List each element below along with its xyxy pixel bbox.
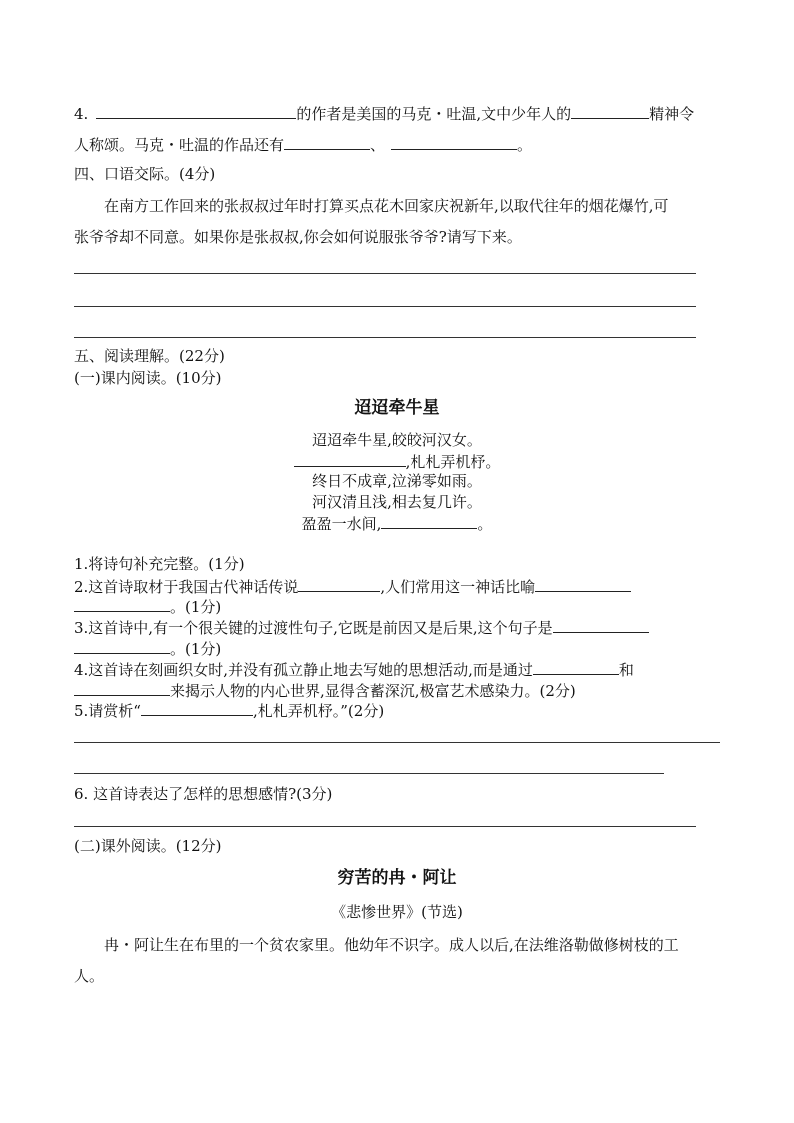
answer-blank[interactable]	[141, 700, 253, 716]
poem-line	[0, 451, 794, 472]
question-text: 。	[517, 136, 533, 154]
answer-line[interactable]	[74, 742, 720, 743]
answer-blank[interactable]	[74, 638, 170, 654]
answer-blank[interactable]	[74, 680, 170, 696]
question-text: ,人们常用这一神话比喻	[380, 578, 536, 596]
answer-blank[interactable]	[391, 134, 517, 150]
answer-blank[interactable]	[533, 659, 619, 675]
subsection-heading: (一)课内阅读。(10分)	[74, 369, 222, 387]
question-4-line2	[74, 134, 532, 155]
paragraph: 在南方工作回来的张叔叔过年时打算买点花木回家庆祝新年,以取代往年的烟花爆竹,可	[104, 197, 669, 215]
question-4b-line1	[74, 659, 634, 680]
question-text: 来揭示人物的内心世界,显得含蓄深沉,极富艺术感染力。(2分)	[170, 682, 576, 700]
answer-blank[interactable]	[381, 513, 477, 529]
question-1: 1.将诗句补充完整。(1分)	[74, 555, 245, 573]
answer-line[interactable]	[74, 273, 696, 274]
poem-text: 盈盈一水间,	[301, 515, 382, 533]
answer-blank[interactable]	[294, 451, 406, 467]
question-text: 。(1分)	[170, 598, 222, 616]
paragraph: 冉・阿让生在布里的一个贫农家里。他幼年不识字。成人以后,在法维洛勒做修树枝的工	[104, 936, 679, 954]
question-3-line2	[74, 638, 221, 659]
answer-line[interactable]	[74, 306, 696, 307]
question-4b-line2	[74, 680, 576, 701]
answer-line[interactable]	[74, 773, 664, 774]
question-5	[74, 700, 384, 721]
answer-blank[interactable]	[284, 134, 370, 150]
question-3-line1	[74, 617, 649, 638]
answer-blank[interactable]	[298, 576, 380, 592]
poem-line: 终日不成章,泣涕零如雨。	[312, 472, 482, 490]
section-heading: 四、口语交际。(4分)	[74, 165, 216, 183]
poem-line: 河汉清且浅,相去复几许。	[312, 493, 482, 511]
answer-blank[interactable]	[553, 617, 649, 633]
answer-blank[interactable]	[535, 576, 631, 592]
poem-title: 迢迢牵牛星	[354, 398, 440, 418]
question-text: 。(1分)	[170, 640, 222, 658]
question-2-line1	[74, 576, 631, 597]
poem-text: ,札札弄机杼。	[405, 453, 501, 471]
paragraph: 张爷爷却不同意。如果你是张叔叔,你会如何说服张爷爷?请写下来。	[74, 228, 522, 246]
separator: 、	[370, 136, 386, 154]
question-text: 精神令	[649, 105, 695, 123]
subsection-heading: (二)课外阅读。(12分)	[74, 837, 222, 855]
answer-line[interactable]	[74, 337, 696, 338]
poem-line: 迢迢牵牛星,皎皎河汉女。	[312, 431, 482, 449]
story-source: 《悲惨世界》(节选)	[331, 903, 463, 921]
question-text: 2.这首诗取材于我国古代神话传说	[74, 578, 299, 596]
question-4-line1	[74, 103, 694, 124]
question-number: 4.	[74, 105, 89, 123]
poem-text: 。	[477, 515, 493, 533]
answer-line[interactable]	[74, 826, 696, 827]
paragraph: 人。	[74, 967, 105, 985]
question-text: 人称颂。马克・吐温的作品还有	[74, 136, 285, 154]
poem-line	[0, 513, 794, 534]
question-text: 的作者是美国的马克・吐温,文中少年人的	[296, 105, 572, 123]
question-text: 5.请赏析“	[74, 702, 141, 720]
answer-blank[interactable]	[96, 103, 296, 119]
section-heading: 五、阅读理解。(22分)	[74, 347, 225, 365]
question-2-line2	[74, 596, 221, 617]
question-6: 6. 这首诗表达了怎样的思想感情?(3分)	[74, 785, 333, 803]
question-text: 3.这首诗中,有一个很关键的过渡性句子,它既是前因又是后果,这个句子是	[74, 619, 553, 637]
question-text: 和	[618, 661, 634, 679]
answer-blank[interactable]	[571, 103, 649, 119]
question-text: 4.这首诗在刻画织女时,并没有孤立静止地去写她的思想活动,而是通过	[74, 661, 533, 679]
question-text: ,札札弄机杼。”(2分)	[252, 702, 385, 720]
answer-blank[interactable]	[74, 596, 170, 612]
story-title: 穷苦的冉・阿让	[337, 868, 457, 888]
